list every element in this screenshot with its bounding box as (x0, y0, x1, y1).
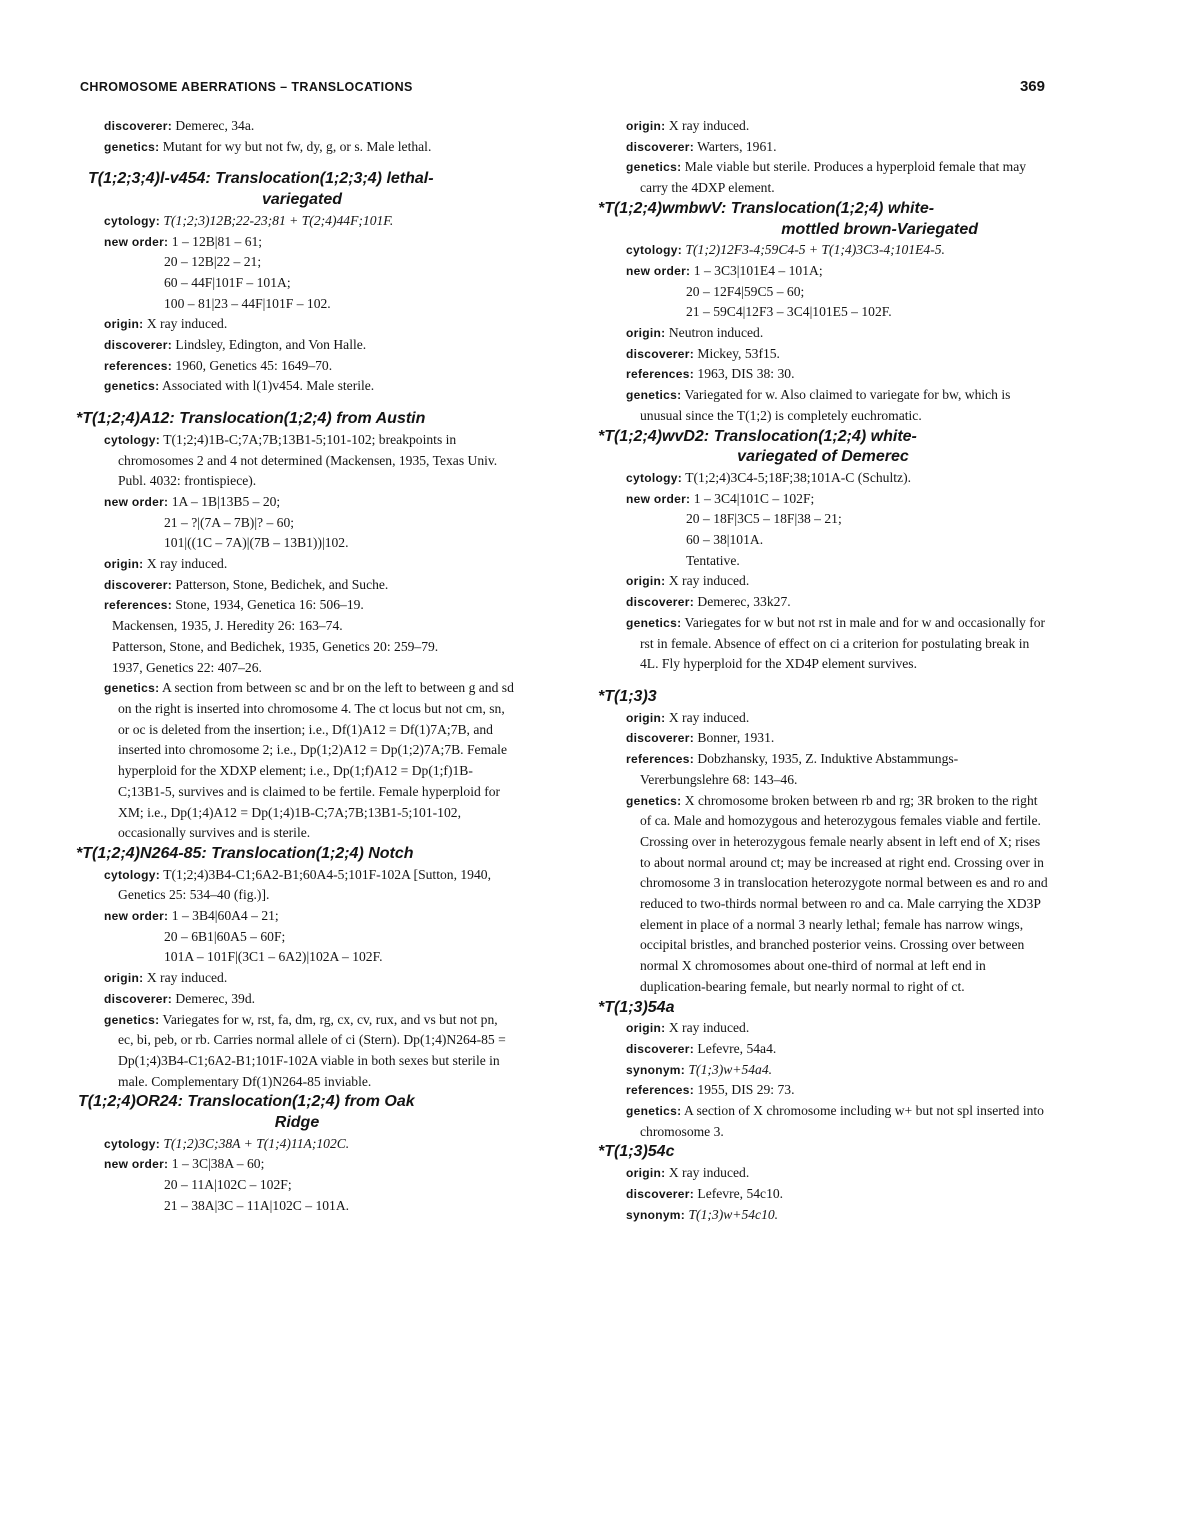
genetics-label: genetics: (626, 388, 682, 403)
genetics-label: genetics: (104, 139, 160, 154)
entry-t124-n264-85 (76, 844, 516, 1092)
origin-label: origin: (626, 119, 666, 133)
discoverer-label: discoverer: (626, 1041, 694, 1056)
synonym-value: T(1;3)w+54c10. (688, 1206, 779, 1222)
discoverer-label: discoverer: (626, 1186, 694, 1201)
entry-title: *T(1;2;4)N264-85: Translocation(1;2;4) Notch (76, 844, 414, 862)
cytology-value: T(1;2;4)3C4-5;18F;38;101A-C (Schultz). (685, 469, 911, 485)
genetics-label: genetics: (626, 1104, 682, 1119)
new-order-line: 1 – 3C3|101E4 – 101A; (693, 262, 823, 278)
reference-item: Patterson, Stone, and Bedichek, 1935, Genetics 20: 259–79. (112, 638, 439, 654)
carryover-entry-left (76, 116, 516, 157)
new-order-label: new order: (104, 494, 169, 509)
discoverer-label: discoverer: (104, 338, 172, 353)
new-order-line: 60 – 38|101A. (686, 532, 764, 548)
new-order-line: 21 – 38A|3C – 11A|102C – 101A. (164, 1197, 350, 1213)
entry-title: T(1;2;3;4)l-v454: Translocation(1;2;3;4) lethal- (88, 170, 434, 188)
entry-t124-wvd2 (598, 427, 1048, 675)
references-label: references: (104, 358, 173, 373)
entry-title: *T(1;3)54a (598, 998, 675, 1016)
origin-label: origin: (104, 971, 144, 986)
references-value: 1963, DIS 38: 30. (697, 366, 795, 382)
entry-t124-or24 (76, 1092, 516, 1216)
origin-value: X ray induced. (146, 556, 228, 572)
origin-label: origin: (626, 1021, 666, 1036)
genetics-value: Variegated for w. Also claimed to variegate for bw, which is unusual since the T(1;2) is completely euchromatic. (640, 387, 1011, 423)
cytology-value: T(1;2)12F3-4;59C4-5 + T(1;4)3C3-4;101E4-5. (685, 242, 945, 258)
discoverer-value: Mickey, 53f15. (697, 345, 780, 361)
new-order-line: 100 – 81|23 – 44F|101F – 102. (164, 295, 331, 311)
origin-label: origin: (626, 326, 666, 341)
entry-t13-54c (598, 1142, 1048, 1225)
origin-value: X ray induced. (146, 316, 228, 332)
genetics-label: genetics: (626, 615, 682, 630)
entry-t124-a12 (76, 409, 516, 844)
entry-title: T(1;2;4)OR24: Translocation(1;2;4) from Oak (78, 1093, 415, 1111)
cytology-label: cytology: (626, 470, 683, 485)
new-order-label: new order: (104, 909, 169, 924)
discoverer-label: discoverer: (626, 731, 694, 746)
discoverer-value: Lindsley, Edington, and Von Halle. (175, 337, 367, 353)
entry-title-cont: variegated of Demerec (737, 448, 909, 466)
entry-title-cont: Ridge (274, 1114, 320, 1132)
discoverer-value: Lefevre, 54c10. (697, 1185, 784, 1201)
origin-value: X ray induced. (668, 709, 750, 725)
origin-value: Neutron induced. (668, 325, 764, 341)
discoverer-label: discoverer: (626, 346, 694, 361)
page-number: 369 (1019, 78, 1045, 95)
genetics-value: Male viable but sterile. Produces a hyperploid female that may carry the 4DXP element. (640, 159, 1027, 196)
entry-title: *T(1;2;4)A12: Translocation(1;2;4) from Austin (76, 410, 426, 428)
new-order-line: 60 – 44F|101F – 101A; (164, 274, 291, 290)
discoverer-label: discoverer: (104, 577, 172, 592)
entry-t124-wmbwv (598, 199, 1048, 427)
references-value: 1960, Genetics 45: 1649–70. (175, 357, 333, 373)
references-label: references: (626, 1083, 695, 1098)
genetics-label: genetics: (626, 160, 682, 175)
genetics-value: A section from between sc and br on the left to between g and sd on the right is inserted into chromosome 4. The ct locus but not cm, sn, or oc is deleted from the insertion; i.e., Df(1)A12 = Df(1)7A;7B, and inserted into chromosome 2; i.e., Dp(1;2)A12 = Dp(1;2)7A;7B. Female hyperploid for the XDXP element; i.e., Dp(1;f)A12 = Dp(1;f)1B-C;13B1-5, survives and is claimed to be fertile. Female hyperploid for XM; i.e., Dp(1;4)A12 = Dp(1;4)1B-C;7A;7B;13B1-5;101-102, occasionally survives and is sterile. (118, 680, 514, 841)
new-order-note: Tentative. (686, 552, 740, 568)
new-order-line: 20 – 11A|102C – 102F; (164, 1177, 292, 1193)
discoverer-label: discoverer: (104, 119, 172, 133)
references-label: references: (626, 752, 695, 767)
new-order-line: 20 – 6B1|60A5 – 60F; (164, 928, 286, 944)
cytology-label: cytology: (104, 867, 161, 882)
reference-item: Mackensen, 1935, J. Heredity 26: 163–74. (112, 618, 343, 634)
new-order-line: 1 – 3C|38A – 60; (171, 1156, 265, 1172)
discoverer-value: Lefevre, 54a4. (697, 1040, 777, 1056)
entry-title: *T(1;2;4)wmbwV: Translocation(1;2;4) white- (598, 199, 935, 217)
entry-t1234-lv454 (76, 169, 516, 397)
entry-title: *T(1;2;4)wvD2: Translocation(1;2;4) white- (598, 427, 917, 445)
cytology-label: cytology: (626, 243, 683, 258)
entry-title: *T(1;3)3 (598, 687, 657, 705)
genetics-value: Mutant for wy but not fw, dy, g, or s. Male lethal. (162, 138, 432, 154)
origin-value: X ray induced. (668, 1165, 750, 1181)
discoverer-label: discoverer: (104, 991, 172, 1006)
entry-t13-3 (598, 687, 1048, 998)
reference-item: Stone, 1934, Genetica 16: 506–19. (175, 597, 364, 613)
new-order-line: 1 – 3C4|101C – 102F; (693, 490, 815, 506)
origin-label: origin: (104, 557, 144, 572)
cytology-value: T(1;2;4)3B4-C1;6A2-B1;60A4-5;101F-102A [Sutton, 1940, Genetics 25: 534–40 (fig.)]. (118, 866, 491, 903)
new-order-line: 1A – 1B|13B5 – 20; (171, 493, 281, 509)
new-order-label: new order: (104, 1157, 169, 1172)
genetics-label: genetics: (104, 1012, 160, 1027)
cytology-value: T(1;2;4)1B-C;7A;7B;13B1-5;101-102; breakpoints in chromosomes 2 and 4 not determined (Mackensen, 1935, Texas Univ. Publ. 4032: frontispiece). (118, 431, 498, 489)
synonym-label: synonym: (626, 1207, 686, 1222)
new-order-line: 1 – 3B4|60A4 – 21; (171, 908, 279, 924)
running-title: CHROMOSOME ABERRATIONS – TRANSLOCATIONS (80, 80, 413, 94)
genetics-label: genetics: (104, 681, 160, 696)
cytology-label: cytology: (104, 432, 161, 447)
cytology-label: cytology: (104, 213, 161, 228)
discoverer-value: Bonner, 1931. (697, 730, 775, 746)
origin-label: origin: (626, 710, 666, 725)
new-order-line: 101|((1C – 7A)|(7B – 13B1))|102. (164, 535, 349, 551)
origin-value: X ray induced. (668, 1020, 750, 1036)
new-order-label: new order: (626, 263, 691, 278)
origin-value: X ray induced. (668, 573, 750, 589)
new-order-line: 21 – 59C4|12F3 – 3C4|101E5 – 102F. (686, 304, 892, 320)
discoverer-value: Demerec, 34a. (175, 118, 255, 133)
left-column (76, 116, 516, 1217)
origin-value: X ray induced. (146, 970, 228, 986)
new-order-line: 20 – 12F4|59C5 – 60; (686, 283, 805, 299)
right-column (598, 116, 1048, 1225)
cytology-value: T(1;2)3C;38A + T(1;4)11A;102C. (163, 1135, 350, 1151)
synonym-label: synonym: (626, 1062, 686, 1077)
references-label: references: (626, 367, 695, 382)
genetics-value: Associated with l(1)v454. Male sterile. (162, 378, 375, 394)
new-order-line: 21 – ?|(7A – 7B)|? – 60; (164, 514, 295, 530)
discoverer-value: Demerec, 33k27. (697, 594, 791, 610)
genetics-value: A section of X chromosome including w+ but not spl inserted into chromosome 3. (640, 1103, 1044, 1139)
genetics-value: Variegates for w but not rst in male and for w and occasionally for rst in female. Absence of effect on ci a criterion for postulating break in 4L. Fly hyperploid for the XD4P element survives. (640, 614, 1046, 672)
discoverer-value: Warters, 1961. (697, 138, 777, 154)
cytology-value: T(1;2;3)12B;22-23;81 + T(2;4)44F;101F. (163, 212, 394, 228)
entry-title-cont: variegated (261, 191, 343, 209)
new-order-line: 1 – 12B|81 – 61; (171, 233, 263, 249)
genetics-label: genetics: (626, 793, 682, 808)
discoverer-label: discoverer: (626, 595, 694, 610)
origin-label: origin: (626, 1166, 666, 1181)
synonym-value: T(1;3)w+54a4. (688, 1061, 773, 1077)
entry-t13-54a (598, 998, 1048, 1143)
references-label: references: (104, 598, 173, 613)
new-order-line: 101A – 101F|(3C1 – 6A2)|102A – 102F. (164, 949, 383, 965)
carryover-entry-right (598, 116, 1048, 199)
genetics-label: genetics: (104, 379, 160, 394)
new-order-line: 20 – 18F|3C5 – 18F|38 – 21; (686, 511, 842, 527)
new-order-line: 20 – 12B|22 – 21; (164, 254, 262, 270)
discoverer-value: Patterson, Stone, Bedichek, and Suche. (175, 576, 389, 592)
discoverer-value: Demerec, 39d. (175, 990, 256, 1006)
entry-title: *T(1;3)54c (598, 1143, 675, 1161)
genetics-value: Variegates for w, rst, fa, dm, rg, cx, cv, rux, and vs but not pn, ec, bi, peb, or rb. Carries normal allele of ci (Stern). Dp(1;4)N264-85 = Dp(1;4)3B4-C1;6A2-B1;101F-102A viable in both sexes but sterile in male. Complementary Df(1)N264-85 inviable. (118, 1011, 506, 1089)
origin-value: X ray induced. (668, 118, 750, 133)
cytology-label: cytology: (104, 1136, 161, 1151)
references-value: 1955, DIS 29: 73. (697, 1082, 795, 1098)
origin-label: origin: (104, 317, 144, 332)
references-value: Dobzhansky, 1935, Z. Induktive Abstammungs- Vererbungslehre 68: 143–46. (640, 751, 959, 787)
new-order-label: new order: (626, 491, 691, 506)
reference-item: 1937, Genetics 22: 407–26. (112, 659, 262, 675)
new-order-label: new order: (104, 234, 169, 249)
running-head (80, 78, 1045, 100)
genetics-value: X chromosome broken between rb and rg; 3R broken to the right of ca. Male and homozygous and heterozygous females viable and fertile. Crossing over in heterozygous female nearly absent in left end of X; rises to about normal around ct; may be increased at right end. Crossing over in chromosome 3 in translocation heterozygote normal between es and ro and reduced to two-thirds normal between ro and ca. Male carrying the XD3P element in place of a normal 3 nearly lethal; female has narrow wings, occipital bristles, and branched posterior veins. Crossing over between normal X chromosomes about one-third of normal at left end in duplication-bearing female, but nearly normal to right of ct. (640, 792, 1048, 994)
discoverer-label: discoverer: (626, 139, 694, 154)
entry-title-cont: mottled brown-Variegated (781, 220, 978, 238)
origin-label: origin: (626, 574, 666, 589)
